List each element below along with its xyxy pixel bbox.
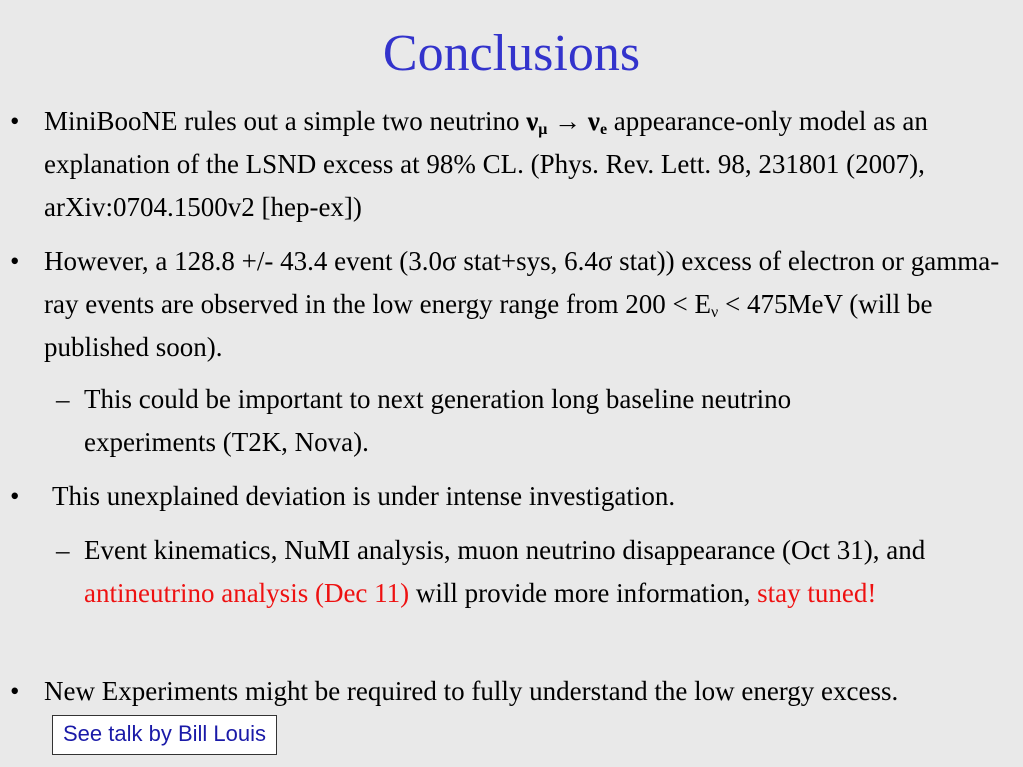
slide-title: Conclusions xyxy=(382,25,641,82)
sub-bullet-3a xyxy=(0,529,1000,659)
bullet-4-text: New Experiments might be required to fully understand the low energy excess.See talk by Bill Louis xyxy=(44,670,930,756)
highlight-antineutrino: antineutrino analysis (Dec 11) xyxy=(84,578,410,608)
bullet-4 xyxy=(0,670,1000,760)
sub-bullet-2a-text: This could be important to next generation long baseline neutrino experiments (T2K, Nova). xyxy=(84,384,792,457)
see-talk-link[interactable]: See talk by Bill Louis xyxy=(52,715,277,755)
nu-symbol: ν xyxy=(587,106,600,136)
bullet-3-text: This unexplained deviation is under intense investigation. xyxy=(52,481,676,511)
bullet-2 xyxy=(0,240,1000,370)
nu-subscript: ν xyxy=(711,304,719,321)
arrow-symbol: → xyxy=(547,106,588,136)
bullet-marker: • xyxy=(10,676,20,706)
bullet-1-text: MiniBooNE rules out a simple two neutrino $\nu_\mu \to \nu_e$ appearance-only model as an explanation of the LSND excess at 98% CL. (Phys. Rev. Lett. 98, 231801 (2007), arXiv:0704.1500v2 [hep-ex]) xyxy=(44,106,928,222)
dash-marker: – xyxy=(56,384,70,414)
highlight-stay-tuned: stay tuned! xyxy=(757,578,877,608)
nu-symbol: ν xyxy=(526,106,539,136)
bullet-2-text: However, a 128.8 +/- 43.4 event (3.0σ stat+sys, 6.4σ stat)) excess of electron or gamma-ray events are observed in the low energy range from $200 < E_\nu < 475MeV$ (will be published soon). xyxy=(44,246,1000,362)
bullet-marker: • xyxy=(10,246,20,276)
bullet-1 xyxy=(0,100,1000,230)
e-subscript: e xyxy=(599,121,608,138)
sub-bullet-2a xyxy=(0,378,1000,468)
bullet-marker: • xyxy=(10,106,20,136)
bullet-3 xyxy=(0,475,1000,520)
bullet-marker: • xyxy=(10,481,20,511)
mu-subscript: μ xyxy=(538,121,548,138)
sub-bullet-3a-text: Event kinematics, NuMI analysis, muon neutrino disappearance (Oct 31), and antineutrino analysis (Dec 11) will provide more information, stay tuned! xyxy=(84,535,926,608)
dash-marker: – xyxy=(56,535,70,565)
